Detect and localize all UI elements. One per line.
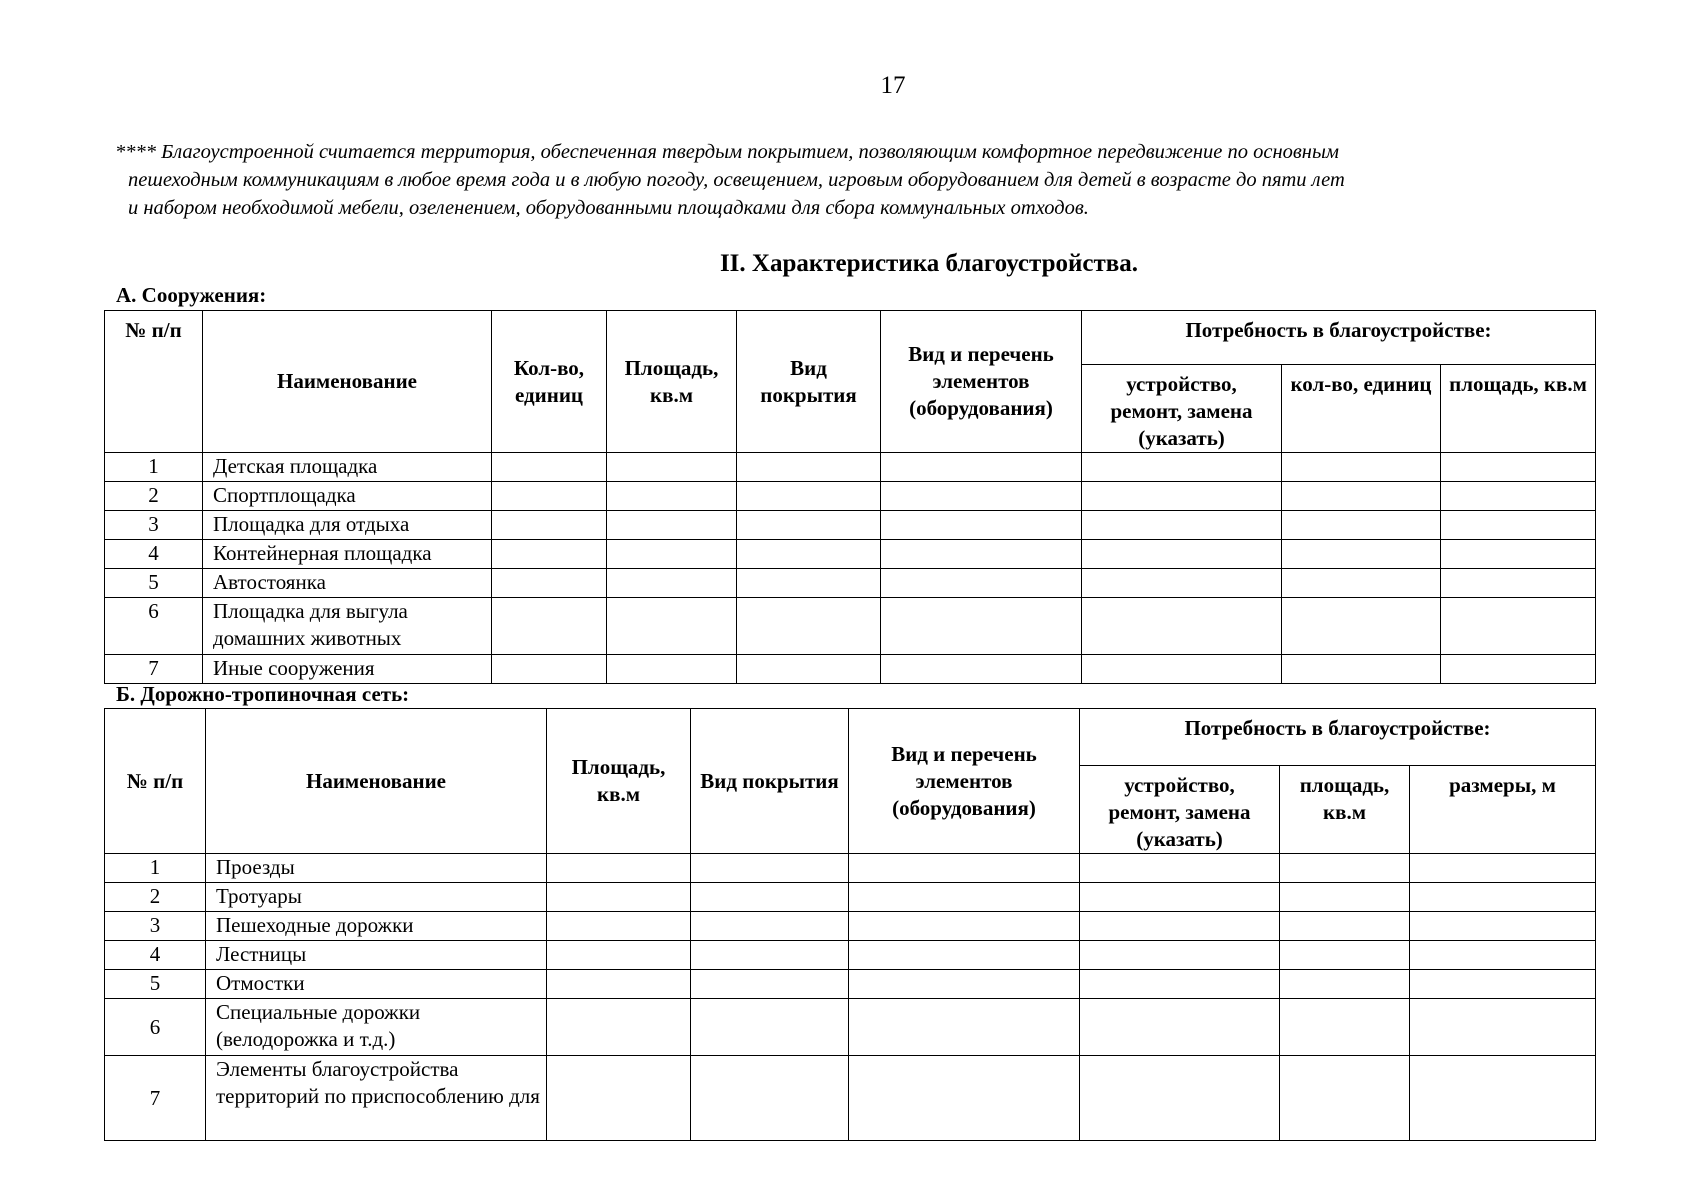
table-b-title: Б. Дорожно-тропиночная сеть: bbox=[116, 682, 410, 706]
cell bbox=[1082, 511, 1282, 540]
cell bbox=[1282, 511, 1441, 540]
cell bbox=[737, 569, 881, 598]
cell bbox=[691, 1056, 849, 1141]
cell bbox=[881, 511, 1082, 540]
cell bbox=[691, 941, 849, 970]
row-num: 4 bbox=[105, 941, 206, 970]
cell bbox=[1280, 912, 1410, 941]
col-header-need-qty: кол-во, единиц bbox=[1282, 365, 1441, 453]
cell bbox=[1410, 883, 1596, 912]
cell bbox=[492, 569, 607, 598]
cell bbox=[881, 598, 1082, 655]
cell bbox=[737, 482, 881, 511]
page-number: 17 bbox=[880, 72, 906, 99]
col-header-need: Потребность в благоустройстве: bbox=[1080, 709, 1596, 766]
cell bbox=[547, 883, 691, 912]
cell bbox=[737, 511, 881, 540]
table-row bbox=[105, 453, 1596, 482]
col-header-need-size: размеры, м bbox=[1410, 766, 1596, 854]
row-name: Детская площадка bbox=[203, 453, 492, 482]
cell bbox=[547, 854, 691, 883]
cell bbox=[547, 999, 691, 1056]
paths-table bbox=[104, 708, 1596, 1141]
row-name: Иные сооружения bbox=[203, 655, 492, 684]
cell bbox=[1282, 598, 1441, 655]
row-num: 1 bbox=[105, 854, 206, 883]
cell bbox=[1080, 970, 1280, 999]
footnote-line: **** Благоустроенной считается территория, обеспеченная твердым покрытием, позволяющим комфортное передвижение по основным bbox=[115, 141, 1339, 163]
table-row bbox=[105, 540, 1596, 569]
cell bbox=[737, 540, 881, 569]
cell bbox=[1080, 941, 1280, 970]
cell bbox=[1410, 999, 1596, 1056]
col-header-need-area: площадь, кв.м bbox=[1280, 766, 1410, 854]
cell bbox=[492, 598, 607, 655]
cell bbox=[849, 854, 1080, 883]
cell bbox=[547, 912, 691, 941]
row-name: Спортплощадка bbox=[203, 482, 492, 511]
cell bbox=[1082, 655, 1282, 684]
col-header-num: № п/п bbox=[105, 311, 203, 453]
cell bbox=[1080, 883, 1280, 912]
row-num: 5 bbox=[105, 569, 203, 598]
row-num: 5 bbox=[105, 970, 206, 999]
cell bbox=[881, 453, 1082, 482]
col-header-name: Наименование bbox=[206, 709, 547, 854]
col-header-area: Площадь, кв.м bbox=[607, 311, 737, 453]
cell bbox=[1280, 883, 1410, 912]
section-title: II. Характеристика благоустройства. bbox=[719, 250, 1139, 277]
cell bbox=[1441, 569, 1596, 598]
col-header-name: Наименование bbox=[203, 311, 492, 453]
table-row bbox=[105, 511, 1596, 540]
row-num: 7 bbox=[105, 655, 203, 684]
cell bbox=[691, 970, 849, 999]
cell bbox=[1080, 854, 1280, 883]
table-row bbox=[105, 941, 1596, 970]
row-num: 3 bbox=[105, 912, 206, 941]
cell bbox=[607, 569, 737, 598]
cell bbox=[1282, 482, 1441, 511]
row-num: 3 bbox=[105, 511, 203, 540]
cell bbox=[691, 883, 849, 912]
cell bbox=[1282, 655, 1441, 684]
row-name: Контейнерная площадка bbox=[203, 540, 492, 569]
cell bbox=[881, 540, 1082, 569]
cell bbox=[881, 482, 1082, 511]
cell bbox=[492, 482, 607, 511]
col-header-area: Площадь, кв.м bbox=[547, 709, 691, 854]
row-name: Автостоянка bbox=[203, 569, 492, 598]
cell bbox=[1441, 655, 1596, 684]
row-name: Тротуары bbox=[206, 883, 547, 912]
cell bbox=[1082, 540, 1282, 569]
cell bbox=[492, 655, 607, 684]
cell bbox=[1282, 540, 1441, 569]
cell bbox=[1280, 1056, 1410, 1141]
table-row bbox=[105, 912, 1596, 941]
col-header-cover: Вид покрытия bbox=[737, 311, 881, 453]
cell bbox=[1080, 912, 1280, 941]
structures-table bbox=[104, 310, 1596, 684]
cell bbox=[1441, 598, 1596, 655]
cell bbox=[691, 854, 849, 883]
cell bbox=[1441, 511, 1596, 540]
cell bbox=[1280, 941, 1410, 970]
row-num: 2 bbox=[105, 883, 206, 912]
cell bbox=[1082, 598, 1282, 655]
cell bbox=[607, 482, 737, 511]
col-header-need-device: устройство, ремонт, замена (указать) bbox=[1080, 766, 1280, 854]
row-num: 6 bbox=[105, 598, 203, 655]
cell bbox=[1082, 453, 1282, 482]
cell bbox=[492, 511, 607, 540]
col-header-cover: Вид покрытия bbox=[691, 709, 849, 854]
row-num: 1 bbox=[105, 453, 203, 482]
table-row bbox=[105, 482, 1596, 511]
cell bbox=[737, 598, 881, 655]
cell bbox=[1441, 540, 1596, 569]
cell bbox=[691, 912, 849, 941]
cell bbox=[607, 598, 737, 655]
cell bbox=[1280, 854, 1410, 883]
table-a-title: А. Сооружения: bbox=[116, 283, 267, 307]
cell bbox=[607, 655, 737, 684]
cell bbox=[1410, 970, 1596, 999]
row-num: 2 bbox=[105, 482, 203, 511]
row-name: Элементы благоустройства территорий по приспособлению для bbox=[206, 1056, 547, 1141]
cell bbox=[1441, 453, 1596, 482]
cell bbox=[1080, 1056, 1280, 1141]
cell bbox=[1280, 970, 1410, 999]
col-header-elements: Вид и перечень элементов (оборудования) bbox=[881, 311, 1082, 453]
cell bbox=[849, 1056, 1080, 1141]
cell bbox=[1410, 941, 1596, 970]
cell bbox=[849, 970, 1080, 999]
cell bbox=[849, 912, 1080, 941]
cell bbox=[1282, 569, 1441, 598]
cell bbox=[492, 540, 607, 569]
cell bbox=[492, 453, 607, 482]
row-name: Проезды bbox=[206, 854, 547, 883]
cell bbox=[849, 883, 1080, 912]
cell bbox=[1282, 453, 1441, 482]
row-name: Отмостки bbox=[206, 970, 547, 999]
cell bbox=[737, 655, 881, 684]
cell bbox=[691, 999, 849, 1056]
cell bbox=[1410, 912, 1596, 941]
cell bbox=[1410, 1056, 1596, 1141]
col-header-num: № п/п bbox=[105, 709, 206, 854]
row-name: Пешеходные дорожки bbox=[206, 912, 547, 941]
table-row bbox=[105, 854, 1596, 883]
row-name: Площадка для выгула домашних животных bbox=[203, 598, 492, 655]
row-num: 7 bbox=[105, 1056, 206, 1141]
cell bbox=[547, 970, 691, 999]
row-name: Лестницы bbox=[206, 941, 547, 970]
cell bbox=[1280, 999, 1410, 1056]
footnote-line: пешеходным коммуникациям в любое время года и в любую погоду, освещением, игровым оборудованием для детей в возрасте до пяти лет bbox=[128, 169, 1345, 191]
table-row bbox=[105, 1056, 1596, 1141]
cell bbox=[607, 540, 737, 569]
cell bbox=[1410, 854, 1596, 883]
cell bbox=[849, 941, 1080, 970]
footnote bbox=[115, 138, 1607, 222]
cell bbox=[737, 453, 881, 482]
table-row bbox=[105, 999, 1596, 1056]
cell bbox=[881, 655, 1082, 684]
row-num: 6 bbox=[105, 999, 206, 1056]
table-row bbox=[105, 970, 1596, 999]
table-row bbox=[105, 883, 1596, 912]
cell bbox=[607, 511, 737, 540]
col-header-elements: Вид и перечень элементов (оборудования) bbox=[849, 709, 1080, 854]
table-row bbox=[105, 598, 1596, 655]
col-header-qty: Кол-во, единиц bbox=[492, 311, 607, 453]
table-row bbox=[105, 655, 1596, 684]
cell bbox=[1082, 482, 1282, 511]
row-name: Площадка для отдыха bbox=[203, 511, 492, 540]
row-name: Специальные дорожки (велодорожка и т.д.) bbox=[206, 999, 547, 1056]
col-header-need-area: площадь, кв.м bbox=[1441, 365, 1596, 453]
row-num: 4 bbox=[105, 540, 203, 569]
cell bbox=[1441, 482, 1596, 511]
cell bbox=[607, 453, 737, 482]
cell bbox=[849, 999, 1080, 1056]
footnote-line: и набором необходимой мебели, озеленением, оборудованными площадками для сбора коммунальных отходов. bbox=[128, 197, 1089, 219]
cell bbox=[547, 941, 691, 970]
col-header-need: Потребность в благоустройстве: bbox=[1082, 311, 1596, 365]
cell bbox=[547, 1056, 691, 1141]
cell bbox=[881, 569, 1082, 598]
cell bbox=[1082, 569, 1282, 598]
col-header-need-device: устройство, ремонт, замена (указать) bbox=[1082, 365, 1282, 453]
table-row bbox=[105, 569, 1596, 598]
cell bbox=[1080, 999, 1280, 1056]
